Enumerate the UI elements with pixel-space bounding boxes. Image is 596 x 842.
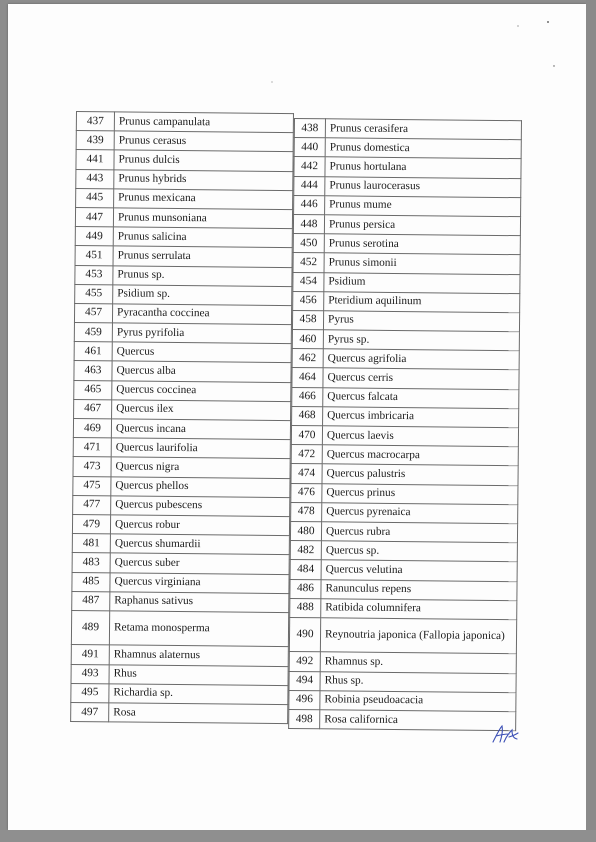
species-number: 437 (76, 112, 114, 132)
species-row (71, 645, 288, 666)
species-row (290, 521, 517, 542)
species-row (292, 310, 519, 331)
species-number: 493 (71, 664, 109, 684)
species-row (290, 598, 517, 619)
species-number: 497 (71, 703, 109, 723)
species-row (292, 330, 519, 351)
species-name: Richardia sp. (109, 684, 288, 705)
species-number: 468 (292, 406, 323, 425)
species-row (74, 380, 291, 401)
species-number: 479 (72, 514, 110, 534)
species-name: Quercus ilex (112, 400, 291, 421)
species-row (289, 617, 516, 654)
species-name: Quercus agrifolia (323, 349, 519, 370)
species-row (76, 169, 293, 190)
species-name: Ratibida columnifera (321, 598, 517, 619)
species-number: 484 (290, 560, 321, 579)
species-name: Prunus cerasus (114, 131, 293, 152)
species-row (74, 361, 291, 382)
species-row (292, 387, 519, 408)
species-row (290, 579, 517, 600)
species-name: Quercus cerris (323, 368, 519, 389)
species-row (71, 703, 288, 724)
species-row (289, 652, 516, 673)
species-number: 481 (72, 534, 110, 554)
species-number: 440 (294, 138, 325, 157)
species-number: 470 (291, 425, 322, 444)
species-name: Pyracantha coccinea (112, 304, 291, 325)
species-number: 483 (72, 553, 110, 573)
species-number: 452 (293, 253, 324, 272)
species-number: 486 (290, 579, 321, 598)
species-name: Prunus mume (325, 196, 521, 217)
species-row (293, 253, 520, 274)
species-row (72, 534, 289, 555)
species-number: 488 (290, 598, 321, 617)
species-name: Quercus falcata (323, 387, 519, 408)
species-name: Quercus suber (110, 553, 289, 574)
species-row (289, 671, 516, 692)
species-number: 465 (74, 380, 112, 400)
species-number: 495 (71, 683, 109, 703)
species-name: Quercus prinus (322, 483, 518, 504)
species-number: 454 (293, 272, 324, 291)
species-row (294, 138, 521, 159)
species-row (73, 495, 290, 516)
species-row (75, 284, 292, 305)
species-number: 496 (289, 690, 320, 709)
species-name: Quercus nigra (111, 457, 290, 478)
species-name: Rosa (109, 703, 288, 724)
species-row (73, 457, 290, 478)
species-name: Quercus rubra (321, 522, 517, 543)
species-name: Quercus sp. (321, 541, 517, 562)
species-number: 466 (292, 387, 323, 406)
species-name: Ranunculus repens (321, 579, 517, 600)
species-row (293, 291, 520, 312)
species-number: 487 (72, 591, 110, 611)
species-row (76, 112, 293, 133)
species-row (75, 265, 292, 286)
species-row (294, 119, 521, 140)
species-name: Prunus cerasifera (325, 119, 521, 140)
species-name: Psidium (324, 272, 520, 293)
species-name: Prunus simonii (324, 253, 520, 274)
species-row (294, 157, 521, 178)
species-number: 485 (72, 572, 110, 592)
species-name: Rosa californica (320, 710, 516, 731)
species-number: 449 (75, 227, 113, 247)
species-row (289, 690, 516, 711)
species-name: Prunus munsoniana (113, 208, 292, 229)
species-name: Prunus domestica (325, 138, 521, 159)
species-row (72, 553, 289, 574)
species-row (76, 188, 293, 209)
species-name: Quercus (112, 342, 291, 363)
species-number: 445 (76, 188, 114, 208)
species-number: 490 (289, 617, 320, 652)
species-row (292, 406, 519, 427)
species-name: Quercus laurifolia (111, 438, 290, 459)
species-table-left (70, 111, 294, 724)
species-name: Quercus shumardii (110, 534, 289, 555)
species-name: Quercus laevis (322, 426, 518, 447)
species-number: 442 (294, 157, 325, 176)
species-number: 459 (74, 323, 112, 343)
handwritten-initials-signature (490, 722, 520, 746)
species-name: Reynoutria japonica (Fallopia japonica) (320, 618, 516, 654)
species-name: Prunus serotina (324, 234, 520, 255)
species-name: Pyrus pyrifolia (112, 323, 291, 344)
species-row (73, 438, 290, 459)
species-number: 491 (71, 645, 109, 665)
species-number: 462 (292, 349, 323, 368)
species-row (74, 399, 291, 420)
species-number: 467 (74, 399, 112, 419)
scan-right-edge (586, 0, 596, 842)
species-name: Rhamnus alaternus (109, 645, 288, 666)
species-number: 446 (294, 195, 325, 214)
species-number: 482 (290, 541, 321, 560)
species-row (76, 150, 293, 171)
species-number: 455 (75, 284, 113, 304)
species-row (73, 418, 290, 439)
species-name: Quercus phellos (111, 476, 290, 497)
species-name: Pyrus (323, 311, 519, 332)
species-number: 451 (75, 246, 113, 266)
species-number: 478 (291, 502, 322, 521)
species-row (293, 272, 520, 293)
species-name: Pyrus sp. (323, 330, 519, 351)
species-number: 480 (290, 521, 321, 540)
species-row (294, 176, 521, 197)
species-table-right (288, 118, 522, 731)
species-name: Retama monosperma (109, 611, 288, 647)
species-row (290, 541, 517, 562)
species-name: Quercus macrocarpa (322, 445, 518, 466)
species-name: Prunus dulcis (114, 150, 293, 171)
species-number: 476 (291, 483, 322, 502)
species-number: 444 (294, 176, 325, 195)
species-row (74, 303, 291, 324)
species-row (74, 323, 291, 344)
species-row (71, 683, 288, 704)
species-row (75, 246, 292, 267)
species-number: 477 (73, 495, 111, 515)
species-name: Quercus virginiana (110, 572, 289, 593)
species-name: Quercus robur (110, 515, 289, 536)
species-name: Raphanus sativus (110, 592, 289, 613)
species-row (71, 610, 288, 647)
species-name: Quercus imbricaria (323, 407, 519, 428)
species-row (72, 591, 289, 612)
species-row (291, 464, 518, 485)
species-number: 460 (292, 330, 323, 349)
species-name: Prunus sp. (113, 265, 292, 286)
species-row (293, 234, 520, 255)
species-name: Prunus hortulana (325, 157, 521, 178)
species-name: Prunus persica (324, 215, 520, 236)
species-name: Rhamnus sp. (320, 652, 516, 673)
species-row (290, 560, 517, 581)
species-row (291, 445, 518, 466)
species-number: 439 (76, 131, 114, 151)
species-name: Prunus laurocerasus (325, 176, 521, 197)
species-name: Psidium sp. (113, 285, 292, 306)
species-row (292, 368, 519, 389)
species-row (74, 342, 291, 363)
species-number: 475 (73, 476, 111, 496)
species-number: 443 (76, 169, 114, 189)
species-number: 447 (75, 207, 113, 227)
species-number: 453 (75, 265, 113, 285)
species-number: 457 (74, 303, 112, 323)
species-number: 438 (294, 119, 325, 138)
species-row (75, 207, 292, 228)
species-name: Quercus velutina (321, 560, 517, 581)
species-number: 494 (289, 671, 320, 690)
species-name: Pteridium aquilinum (324, 291, 520, 312)
species-number: 464 (292, 368, 323, 387)
species-row (291, 483, 518, 504)
species-name: Robinia pseudoacacia (320, 691, 516, 712)
species-number: 469 (73, 418, 111, 438)
species-row (289, 710, 516, 731)
species-name: Prunus serrulata (113, 246, 292, 267)
species-name: Quercus incana (111, 419, 290, 440)
species-row (76, 131, 293, 152)
species-row (71, 664, 288, 685)
species-number: 441 (76, 150, 114, 170)
species-name: Prunus campanulata (114, 112, 293, 133)
species-name: Prunus mexicana (114, 189, 293, 210)
species-number: 498 (289, 710, 320, 729)
scan-bottom-edge (0, 830, 596, 842)
species-name: Rhus sp. (320, 671, 516, 692)
species-name: Quercus palustris (322, 464, 518, 485)
species-name: Rhus (109, 665, 288, 686)
species-name: Quercus pyrenaica (322, 503, 518, 524)
species-row (291, 425, 518, 446)
species-name: Prunus salicina (113, 227, 292, 248)
species-name: Quercus pubescens (111, 496, 290, 517)
species-number: 461 (74, 342, 112, 362)
species-number: 474 (291, 464, 322, 483)
species-row (294, 195, 521, 216)
species-row (75, 227, 292, 248)
species-number: 448 (293, 214, 324, 233)
species-number: 492 (289, 652, 320, 671)
scanned-page (8, 4, 586, 830)
scan-specks (8, 4, 586, 104)
species-name: Quercus coccinea (112, 380, 291, 401)
species-number: 489 (71, 610, 109, 645)
species-number: 473 (73, 457, 111, 477)
species-row (293, 214, 520, 235)
species-row (292, 349, 519, 370)
species-row (72, 514, 289, 535)
species-row (72, 572, 289, 593)
species-number: 450 (293, 234, 324, 253)
species-name: Prunus hybrids (114, 169, 293, 190)
species-number: 463 (74, 361, 112, 381)
species-number: 472 (291, 445, 322, 464)
species-row (73, 476, 290, 497)
species-number: 458 (292, 310, 323, 329)
species-number: 456 (293, 291, 324, 310)
species-name: Quercus alba (112, 361, 291, 382)
species-number: 471 (73, 438, 111, 458)
species-row (291, 502, 518, 523)
